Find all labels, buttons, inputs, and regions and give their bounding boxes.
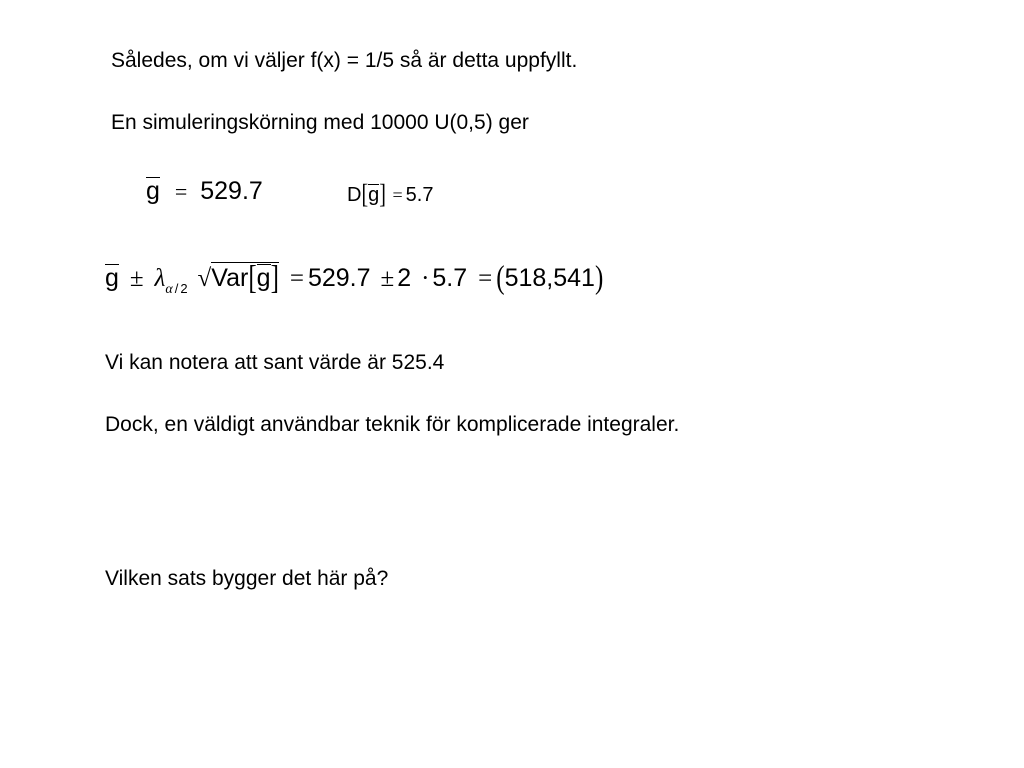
ci-std-value: 5.7 [432,264,468,292]
ci-factor: 2 [397,264,412,292]
text-line-question: Vilken sats bygger det här på? [105,567,389,590]
subscript-slash: / [174,281,179,296]
mean-value: 529.7 [200,177,263,205]
var-operator: Var [211,264,249,292]
text-line-simulation: En simuleringskörning med 10000 U(0,5) ger [111,111,529,134]
interval-values: 518,541 [504,264,595,292]
ci-multiply-dot: · [421,265,430,292]
lambda-subscript [165,281,187,296]
mean-variable: g [146,177,160,205]
var-open-bracket: [ [248,260,257,297]
std-open-bracket: [ [361,179,369,210]
lambda-symbol: λ [154,265,166,292]
interval-open-paren: ( [496,260,505,296]
subscript-two: 2 [180,281,188,296]
text-line-choice: Således, om vi väljer f(x) = 1/5 så är detta uppfyllt. [111,49,578,72]
ci-equals-2: = [478,265,493,292]
std-value: 5.7 [405,184,434,206]
alpha-symbol: α [165,282,173,297]
interval-close-paren: ) [594,260,604,296]
sqrt-radicand [211,260,279,297]
std-equals: = [392,185,403,205]
std-operator: D [347,184,362,206]
equation-confidence-interval [105,260,604,297]
ci-variable: g [105,264,119,292]
equation-std [347,179,434,210]
ci-equals-1: = [289,265,304,292]
ci-plus-minus-1: ± [129,265,144,292]
sqrt-symbol: √ [197,265,212,292]
mean-equals: = [174,179,188,204]
text-line-true-value: Vi kan notera att sant värde är 525.4 [105,351,445,374]
ci-mean-value: 529.7 [307,264,371,292]
ci-plus-minus-2: ± [380,265,395,292]
var-variable: g [256,264,271,292]
equation-mean [146,177,263,206]
var-close-bracket: ] [270,260,279,297]
text-line-technique: Dock, en väldigt användbar teknik för komplicerade integraler. [105,413,680,436]
std-variable: g [368,184,380,206]
std-close-bracket: ] [379,179,386,210]
